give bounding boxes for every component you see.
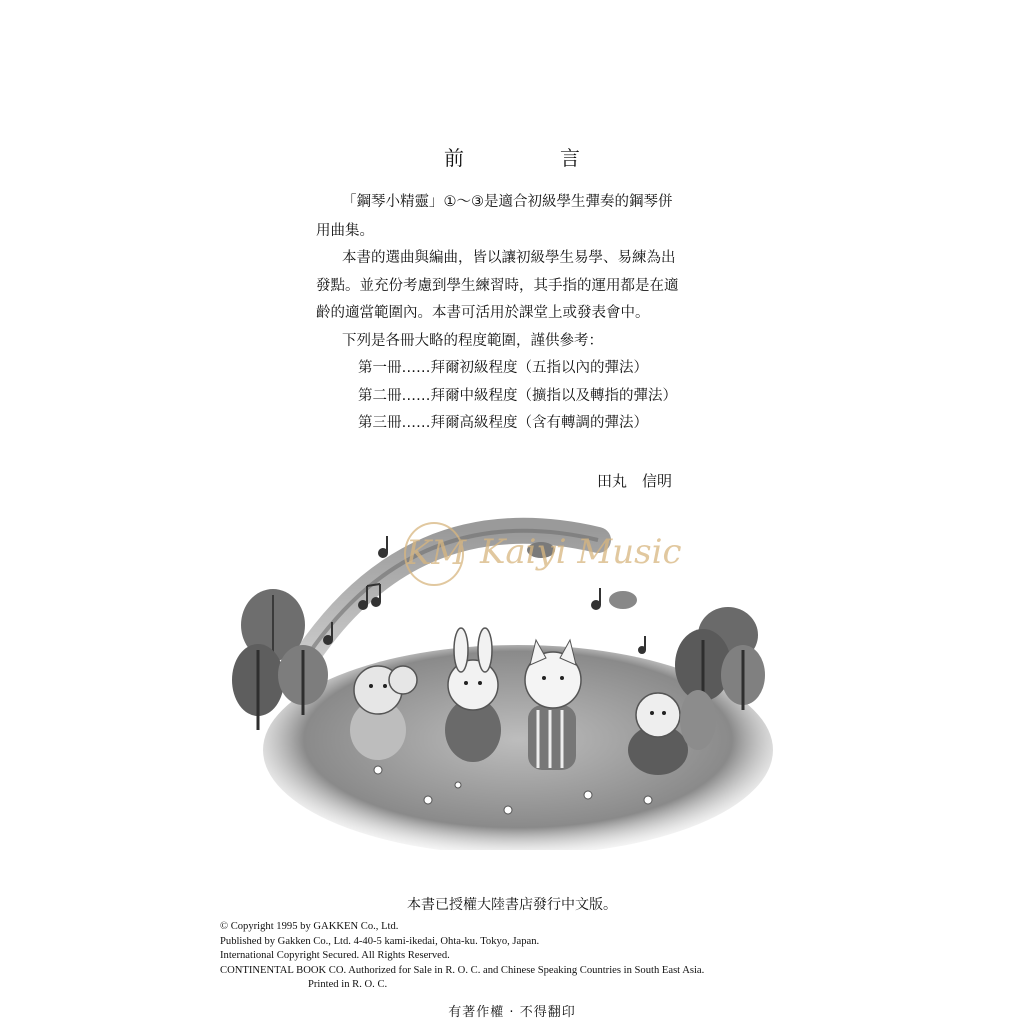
rights-notice: 有著作權 · 不得翻印 (448, 1005, 576, 1020)
license-note: 本書已授權大陸書店發行中文版。 (407, 897, 617, 913)
copyright-line: © Copyright 1995 by GAKKEN Co., Ltd. (220, 921, 399, 932)
distribution-line: CONTINENTAL BOOK CO. Authorized for Sale in R. O. C. and Chinese Speaking Countries in South East Asia. (220, 964, 705, 976)
author-name: 田丸 信明 (597, 472, 673, 490)
preface-line: 發點。並充份考慮到學生練習時，其手指的運用都是在適 (316, 278, 679, 294)
preface-line: 第二冊……拜爾中級程度（擴指以及轉指的彈法） (358, 388, 677, 404)
preface-line: 本書的選曲與編曲，皆以讓初級學生易學、易練為出 (342, 250, 676, 266)
page-title: 前 言 (444, 146, 618, 170)
preface-line: 下列是各冊大略的程度範圍，謹供參考： (342, 333, 603, 349)
preface-line: 第三冊……拜爾高級程度（含有轉調的彈法） (358, 415, 648, 431)
printed-line: Printed in R. O. C. (308, 979, 388, 991)
watermark-text: Kaiyi Music (480, 532, 682, 572)
publisher-line: Published by Gakken Co., Ltd. 4-40-5 kami-ikedai, Ohta-ku. Tokyo, Japan. (220, 935, 540, 947)
copyright-block (220, 920, 704, 993)
preface-line: 第一冊……拜爾初級程度（五指以內的彈法） (358, 360, 648, 376)
watermark-logo: KM (404, 522, 464, 586)
rights-line: International Copyright Secured. All Rights Reserved. (220, 950, 450, 962)
preface-line: 用曲集。 (316, 223, 374, 239)
watermark (404, 520, 724, 590)
preface-line: 齡的適當範圍內。本書可活用於課堂上或發表會中。 (316, 305, 650, 321)
preface-line: 「鋼琴小精靈」①～③是適合初級學生彈奏的鋼琴併 (342, 194, 673, 210)
